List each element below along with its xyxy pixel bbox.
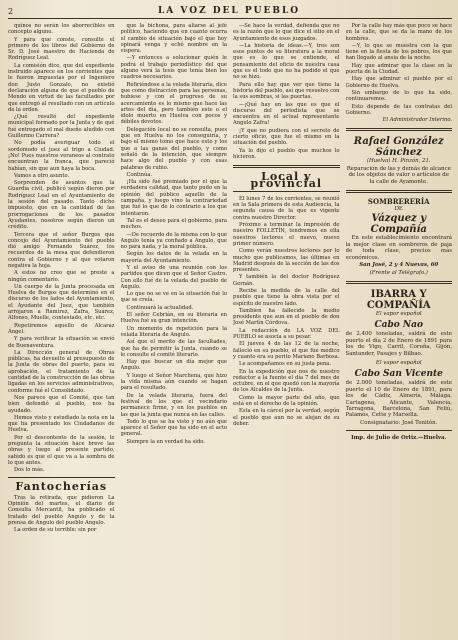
column-2 bbox=[121, 23, 228, 633]
advertiser-name: IBARRA Y COMPAÑÍA bbox=[366, 288, 431, 311]
divider bbox=[233, 191, 340, 192]
section-heading: Local y provincial bbox=[250, 170, 323, 190]
paragraph: ¡Ha sido fué premiado por el que la verdadera calidad, que tanto pudo en la opinión del público aquello de la campaña, y luego vino la contrariedad que fué lo que de lo contrario a los que intentaron. bbox=[120, 179, 227, 217]
ad-address: San José, 2 y 4 Nuevas, 60 bbox=[359, 262, 439, 269]
paragraph: Repetiremos aquello de Alcaraz Ángel. bbox=[8, 322, 115, 335]
ad-note: (Frente al Telégrafo.) bbox=[369, 269, 428, 276]
paragraph: Sorprenden de asuntos que la Guardia civil, publicó según dieron por Rodríguez Leal en el Ayuntamiento de la sesión del pasado. Tanto dicho impuesto, que en la cantidad de las prorrogaciones de los pasados Ayudantes, nosotros según dieron un crédito. bbox=[8, 180, 115, 231]
paragraph: Y el aviso de una reunión con los partidos que dicen que el Señor Castro. Con ello fué de la velada del pueblo de Angulo. bbox=[120, 264, 227, 290]
divider bbox=[8, 477, 115, 478]
column-3 bbox=[233, 23, 340, 633]
ship-name: Cabo Nao bbox=[374, 320, 423, 331]
paragraph: Siempre la en verdad ha sido. bbox=[126, 438, 205, 445]
paragraph: Continúa. bbox=[126, 171, 153, 178]
paragraph: Recibe la medida de la calle del pueblo que tiene la obra vista por el espíritu de nuestro lado. bbox=[233, 287, 340, 307]
paragraph: Nos parece que el Comité, que tan bien defendió al pueblo, nos ha ayudado. bbox=[8, 394, 115, 414]
paragraph: quinos no serán los aborrecibles en concepto alguno. bbox=[8, 23, 115, 36]
paragraph: Por el descontento de la sesión, le pregunta la situación hace breve las obras y luego al presente partido, sabido es que el que va a la sombra de lo que antes. bbox=[8, 434, 115, 466]
paragraph: Y para que conste, consulte el primero de los libros del Gobierno de Sr. D. José maestro de Hacienda de Rodríguez Leal. bbox=[8, 36, 115, 62]
ad-label: El vapor español bbox=[375, 359, 422, 366]
paragraph: Sin embargo de lo que ha sido, continuaremos. bbox=[345, 89, 452, 103]
masthead-title: LA VOZ DEL PUEBLO bbox=[157, 6, 301, 16]
paragraph: ¿Qué resultó del expediente municipal formado por la Junta y de qué fué entregado el mal dueño aludido con Guillermo Carrera? bbox=[8, 114, 115, 140]
paragraph: Tambien ha fallecido la medio presidente que aun en el pueblo de don José Martín Córdova. bbox=[233, 307, 340, 327]
paragraph: Y para verificar la situación se envió de Buenaventura. bbox=[8, 336, 115, 349]
paragraph: Un cuerpo de la Junta procesada en Huelva de Burgos que determinó en el discurso de los lados del Ayuntamiento, el Ayudante del Juez, que también arrojaron a Ramírez, Zafra, Suárez, Alfonso, Muelle, contestado, etc. etc. bbox=[8, 283, 115, 322]
paragraph: —De recuerdo de la misma con lo que Angulo tenía ya confiado a Angulo, que no para nada, y la moral pública. bbox=[120, 231, 227, 251]
column-4 bbox=[346, 23, 453, 633]
paragraph: Próximo a terminar la impresión de nuestro FOLLETÍN, tendremos en ella nuestros lectores el nuevo, nuevo primer número. bbox=[233, 222, 340, 247]
paragraph: El señor Cebrián, en su literaria en Huelva fué su gran intención. bbox=[120, 312, 227, 325]
signature: El Administrador Interino. bbox=[382, 117, 452, 124]
paragraph: El lunes 7 de los corrientes, se reunió en la Sala primera de esta Audiencia, la segunda causa de la que es vigente contra nuestro Director. bbox=[233, 195, 340, 221]
ad-body: de 2.400 toneladas, saldrá de este puerto el día 2 de Enero de 1891 para los de Vigo, Carril, Coruña, Gijón, Santander, Pasajes y Bilbao. bbox=[345, 331, 452, 357]
paragraph: Continuará la actualidad. bbox=[126, 304, 194, 311]
paragraph: Hay que admirar el pueblo por el Gobierno de Huelva. bbox=[345, 76, 452, 89]
paragraph: No podía averiguar todo el sordomudo el juez al trigo a Ciudad. ¡No! Pues nuestros veraneos al contrato encuentran la franca, que pareció habían, sin que aun haya la boca. bbox=[8, 140, 115, 172]
masthead bbox=[8, 4, 452, 19]
paragraph: Como la mayor parte del año, que está en el derecho de la opinión. bbox=[233, 394, 340, 408]
paragraph: Tras la retirada, que pidieron La Opinión del martes, el diario de Consulta Mercantil, ha publicado el tratado del pueblo Angulo y de la prensa de Angulo del pueblo Angulo. bbox=[8, 494, 115, 526]
paragraph: —Y, lo que se muestra con la que tiene en la fiesta de los pobres, los que han llegado al ansia de la noche. bbox=[345, 42, 452, 62]
paragraph: Lo que no se ve en la situación fué lo que se creía. bbox=[120, 291, 227, 304]
ad-body: de 2.000 toneladas, saldrá de este puerto el 10 de Enero de 1891, para los de Cádiz, Almería, Málaga, Cartagena, Alicante, Valencia, Tarragona, Barcelona, San Feliú, Palamós, Cette y Marsella. bbox=[345, 380, 452, 419]
paragraph: Hemos visto y estudiado la nota en la que ha presentado los Ciudadanos de Huelva. bbox=[8, 414, 115, 434]
paragraph: Y luego el Señor Marchena, que hizo la vida misma aún cuando se hagan para el resultado. bbox=[120, 372, 227, 392]
ship-name: Cabo San Vicente bbox=[354, 369, 443, 380]
paragraph: La orden de su terrible; sin por bbox=[14, 527, 97, 534]
paragraph: La comisión dice, que del expediente instruido aparece en los corrientes que le fueron impuestas por el Ingeniero don Justo Gonzalo, no existió declaración alguna de que el pueblo de Mondo en virtud de las facultades por que entregó al resultado con un artículo de la orden. bbox=[8, 62, 115, 113]
paragraph: Tal es el deseo para el gobierno, para muchos. bbox=[120, 217, 227, 231]
paragraph: La redacción de LA VOZ DEL PUEBLO se asocia a su pesar. bbox=[233, 327, 340, 341]
paragraph: Dos lo más. bbox=[14, 467, 45, 474]
paragraph: A estos no creo que se preste a ningún comentario. bbox=[8, 270, 115, 283]
paragraph: Según los datos de la velada en la mayoría del Ayuntamiento. bbox=[120, 251, 227, 264]
paragraph: El jueves 4 de las 12 de la noche, falleció en su pueblo, el que fue médico y cuanto era su perito Mariano Barbosa. bbox=[233, 341, 340, 360]
page-number: 2 bbox=[8, 6, 15, 16]
ad-line: Reparación de las y demás de alcance de los objetos de valor o artículos de la calle de Ayamonte. bbox=[346, 165, 451, 185]
divider bbox=[346, 430, 453, 431]
advertisement-gonzalez bbox=[346, 136, 453, 185]
paragraph: Y también la del doctor Rodríguez Gernán. bbox=[233, 274, 340, 287]
ad-heading: SOMBRERERÍA bbox=[367, 197, 430, 207]
paragraph: —Y entonces a solucionar quién le podrá el trabajo periodístico del que alguno verá la tesis que tenía bien los cuadros necesarios. bbox=[120, 55, 227, 81]
paragraph: Un momento de repetición para la velada literaria de Angulo. bbox=[120, 325, 227, 338]
paragraph: Vamos a otro asunto. bbox=[14, 172, 70, 179]
paragraph: Para ello hay que ver que tiene la historia del pueblo, así que resuelvo con la sus sombras, si las puertas. bbox=[233, 81, 340, 101]
paragraph: Por la calle hay más que poco se hace en la calle, que se da la mano de los hombres. bbox=[345, 23, 452, 42]
divider bbox=[346, 128, 453, 131]
advertiser-name: Rafael González Sánchez bbox=[353, 136, 444, 159]
ad-label: El vapor español bbox=[375, 310, 422, 317]
paragraph: Le acompañamos en su justa pena. bbox=[239, 361, 332, 368]
paragraph: Esta en la cárcel por la verdad, según el pueblo que aun no se alejan de su deber. bbox=[233, 408, 340, 427]
advertisement-sombrereria bbox=[346, 198, 453, 276]
ad-line: (Huelva) H. Pinzón, 21. bbox=[366, 158, 431, 165]
paragraph: Todo lo que se ha visto y no aún que aparece el Señor que ha sido en el acto general. bbox=[120, 418, 227, 438]
paragraph: que la bichona, para aliarse al jefe político, haciendo que en cuanto ocurra el cambio de situación bajo el que hoy opinará venga y echó nombre en la víspera. bbox=[120, 23, 227, 55]
paragraph: Ya lo dijo el pueblo que muchos lo hicieron. bbox=[233, 147, 340, 160]
ad-sub: DE bbox=[394, 206, 403, 213]
paragraph: —La historia de ideas.—Y, tres son esos puntos de su literatura a la moral que es lo que se entiende, el pensamiento del oficio de nuestra casa que es el todo que no ha podido el que no se hizo. bbox=[233, 42, 340, 81]
paragraph: Refiriéndose a la velada literaria, dice que como distracción para las personas, hubiese y con el progreso de su acercamiento es lo mismo que hace las artes del día, pero también este o el ídolo muerto en Huelva con pocos y débiles devotos. bbox=[120, 81, 227, 126]
divider bbox=[346, 281, 453, 284]
advertiser-name: Vázquez y Compañía bbox=[370, 213, 427, 236]
paragraph: —¡Qué hay en las que es que el discurso del periodista que se encuentra en el actual representante Angulo Zafra! bbox=[233, 101, 340, 127]
advertisement-ibarra bbox=[346, 289, 453, 442]
paragraph: Como verán nuestros lectores por lo mucho que publicamos, las últimas en Madrid después de la sección de las dos presentes. bbox=[233, 248, 340, 274]
column-1 bbox=[8, 23, 115, 633]
divider bbox=[233, 165, 340, 168]
section-heading: Fantocherías bbox=[15, 480, 108, 494]
printer-footer: Imp. de Julio de Ortiz.—Huelva. bbox=[351, 435, 447, 442]
divider bbox=[346, 190, 453, 193]
paragraph: La Dirección general de Obras públicas, ha devuelto al presupuesto de la Junta de obras del puerto, para su aprobación, el tratamiento de la cantidad de la construcción de las obras ligadas en los servicios administrativos, conforme fué el Consolidado. bbox=[8, 349, 115, 394]
paragraph: En la expedición que nos de nuestro redactor a la fuente el día 7 del mes de octubre, en el que quedó con la mayoría de los Alcaldes de la Junta. bbox=[233, 368, 340, 394]
paragraph: De la velada literaria, fuera del festival de los que el vecindario permanece firme, y en los pueblos en las que la junta que nunca en las calles. bbox=[120, 392, 227, 418]
paragraph: Hay que admirar que la clase en la puerta de la Ciudad. bbox=[345, 62, 452, 76]
paragraph: —Se hace la verdad, defienda que no es la razón que lo que dice el sitio en el Ayuntamiento de esos juzgados. bbox=[233, 23, 340, 42]
paragraph: Hay que buscar un día mejor que Angulo. bbox=[120, 359, 227, 372]
paragraph: ¡Y que no pudiera con el secreto de cierto oficio, que fue el mismo en la situación del pueblo. bbox=[233, 127, 340, 147]
paragraph: Así que el merito de las facultades, que ha de permitir la Junta, cuando se le consulte el comité literario. bbox=[120, 339, 227, 358]
paragraph: Esto depende de las contratas del Gobierno. bbox=[345, 103, 452, 116]
ad-agent: Consignatario: José Tenitón. bbox=[360, 419, 438, 426]
ad-body: En este establecimiento encontrará la mejor clase en sombreros de paja de toda clase, precios más económicos. bbox=[345, 235, 452, 261]
paragraph: Delegación local no se consulta, pues que en Huelva no los conseguiría, y bajo el mismo tomo que hace esto y los que a las ganas del pueblo, y como señaló de la intención, que siempre hace algo del pueblo y con esas palabras de rubio. bbox=[120, 126, 227, 171]
paragraph: Tercera que el señor Burgos que concejo del Ayuntamiento del pueblo dió amigo Fernando Suárez, los recuerdos de la mesa que defendieron contra el Gobierno y al que votaron negativa la hoja. bbox=[8, 231, 115, 269]
